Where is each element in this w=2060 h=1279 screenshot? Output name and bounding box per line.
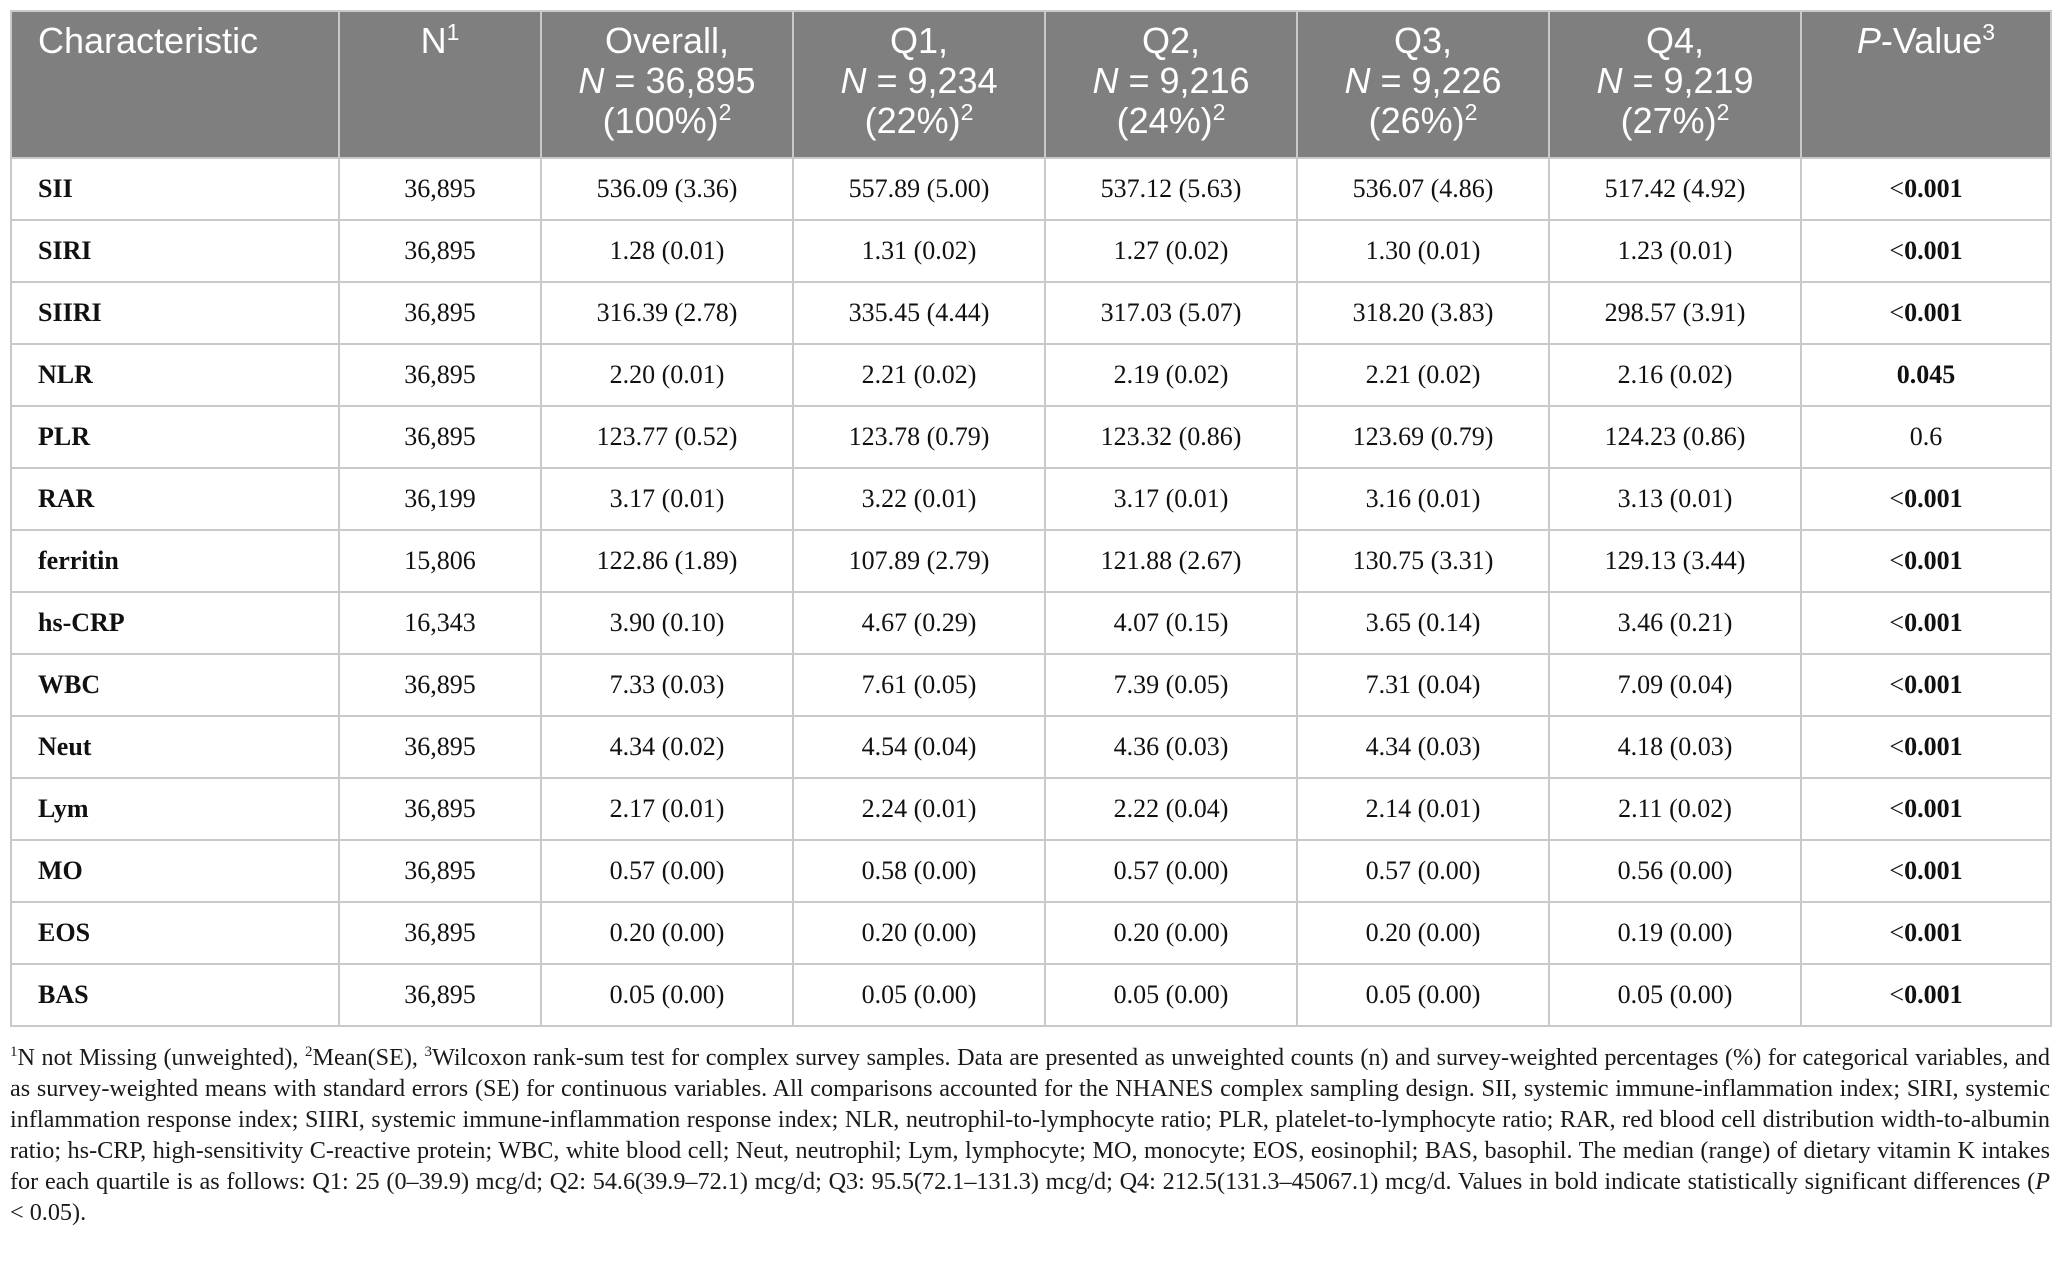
cell-overall: 316.39 (2.78) <box>541 282 793 344</box>
header-col-sup: 2 <box>718 99 732 125</box>
footnote-2: Mean(SE), <box>312 1044 425 1071</box>
cell-pvalue <box>1801 468 2051 530</box>
header-q1 <box>793 11 1045 158</box>
cell-q1: 2.21 (0.02) <box>793 344 1045 406</box>
cell-q4: 7.09 (0.04) <box>1549 654 1801 716</box>
pvalue-number: 0.001 <box>1904 298 1963 327</box>
cell-n: 36,895 <box>339 282 541 344</box>
header-col-n-value: = 9,219 <box>1622 60 1754 101</box>
cell-q4: 129.13 (3.44) <box>1549 530 1801 592</box>
footnote-p-italic: P <box>2035 1168 2050 1195</box>
header-col-sup: 2 <box>1464 99 1478 125</box>
table-container <box>10 10 2050 1027</box>
cell-q2: 4.07 (0.15) <box>1045 592 1297 654</box>
header-characteristic <box>11 11 339 158</box>
cell-n: 36,895 <box>339 344 541 406</box>
table-row <box>11 778 2051 840</box>
header-pvalue-p: P <box>1856 20 1881 61</box>
header-col-pct: (27%) <box>1620 100 1717 141</box>
cell-q1: 7.61 (0.05) <box>793 654 1045 716</box>
cell-n: 36,895 <box>339 406 541 468</box>
pvalue-prefix: < <box>1889 918 1905 947</box>
table-footnote <box>10 1042 2050 1228</box>
footnote-1: N not Missing (unweighted), <box>17 1044 306 1071</box>
row-label: PLR <box>11 406 339 468</box>
cell-q4: 2.11 (0.02) <box>1549 778 1801 840</box>
pvalue-number: 0.001 <box>1904 484 1963 513</box>
row-label: hs-CRP <box>11 592 339 654</box>
header-col-n-label: N <box>1596 60 1623 101</box>
header-col-name: Q4, <box>1645 20 1705 61</box>
cell-q1: 4.67 (0.29) <box>793 592 1045 654</box>
table-row <box>11 716 2051 778</box>
cell-overall: 123.77 (0.52) <box>541 406 793 468</box>
row-label: SIIRI <box>11 282 339 344</box>
header-col-sup: 2 <box>960 99 974 125</box>
footnote-body: Wilcoxon rank-sum test for complex survey samples. Data are presented as unweighted counts (n) and survey-weighted percentages (%) for categorical variables, and as survey-weighted means with standard errors (SE) for continuous variables. All comparisons accounted for the NHANES complex sampling design. SII, systemic immune-inflammation index; SIRI, systemic inflammation response index; SIIRI, systemic immune-inflammation response index; NLR, neutrophil-to-lymphocyte ratio; PLR, platelet-to-lymphocyte ratio; RAR, red blood cell distribution width-to-albumin ratio; hs-CRP, high-sensitivity C-reactive protein; WBC, white blood cell; Neut, neutrophil; Lym, lymphocyte; MO, monocyte; EOS, eosinophil; BAS, basophil. The median (range) of dietary vitamin K intakes for each quartile is as follows: Q1: 25 (0–39.9) mcg/d; Q2: 54.6(39.9–72.1) mcg/d; Q3: 95.5(72.1–131.3) mcg/d; Q4: 212.5(131.3–45067.1) mcg/d. Values in bold indicate statistically significant differences ( <box>10 1044 2050 1195</box>
pvalue-number: 0.001 <box>1904 794 1963 823</box>
header-col-n-value: = 9,234 <box>866 60 998 101</box>
footnote-sup-1: 1 <box>10 1043 18 1060</box>
row-label: BAS <box>11 964 339 1026</box>
cell-overall: 3.17 (0.01) <box>541 468 793 530</box>
results-table <box>10 10 2052 1027</box>
pvalue-number: 0.001 <box>1904 174 1963 203</box>
cell-n: 36,895 <box>339 964 541 1026</box>
cell-overall: 122.86 (1.89) <box>541 530 793 592</box>
row-label: SII <box>11 158 339 220</box>
cell-q2: 4.36 (0.03) <box>1045 716 1297 778</box>
cell-q3: 0.05 (0.00) <box>1297 964 1549 1026</box>
table-row <box>11 902 2051 964</box>
cell-overall: 4.34 (0.02) <box>541 716 793 778</box>
header-q3 <box>1297 11 1549 158</box>
cell-n: 36,199 <box>339 468 541 530</box>
header-characteristic-text: Characteristic <box>38 20 259 61</box>
pvalue-prefix: < <box>1889 546 1905 575</box>
cell-n: 36,895 <box>339 840 541 902</box>
pvalue-prefix: < <box>1889 484 1905 513</box>
cell-pvalue <box>1801 282 2051 344</box>
cell-q2: 7.39 (0.05) <box>1045 654 1297 716</box>
cell-q1: 0.05 (0.00) <box>793 964 1045 1026</box>
cell-q4: 3.46 (0.21) <box>1549 592 1801 654</box>
pvalue-number: 0.001 <box>1904 732 1963 761</box>
pvalue-prefix: < <box>1889 794 1905 823</box>
cell-q1: 4.54 (0.04) <box>793 716 1045 778</box>
cell-q2: 2.22 (0.04) <box>1045 778 1297 840</box>
cell-n: 15,806 <box>339 530 541 592</box>
cell-q1: 1.31 (0.02) <box>793 220 1045 282</box>
cell-q4: 0.19 (0.00) <box>1549 902 1801 964</box>
cell-q4: 517.42 (4.92) <box>1549 158 1801 220</box>
cell-pvalue <box>1801 716 2051 778</box>
cell-q1: 335.45 (4.44) <box>793 282 1045 344</box>
header-overall <box>541 11 793 158</box>
cell-q3: 0.57 (0.00) <box>1297 840 1549 902</box>
pvalue-prefix: < <box>1889 608 1905 637</box>
row-label: ferritin <box>11 530 339 592</box>
cell-q4: 3.13 (0.01) <box>1549 468 1801 530</box>
header-pvalue-sup: 3 <box>1982 19 1996 45</box>
cell-overall: 2.20 (0.01) <box>541 344 793 406</box>
header-pvalue <box>1801 11 2051 158</box>
cell-q2: 1.27 (0.02) <box>1045 220 1297 282</box>
header-col-pct: (26%) <box>1368 100 1465 141</box>
cell-q2: 0.05 (0.00) <box>1045 964 1297 1026</box>
footnote-tail: < 0.05). <box>10 1199 87 1226</box>
header-col-n-value: = 9,216 <box>1118 60 1250 101</box>
cell-q2: 3.17 (0.01) <box>1045 468 1297 530</box>
header-col-pct: (100%) <box>602 100 719 141</box>
pvalue-prefix: < <box>1889 174 1905 203</box>
cell-q4: 2.16 (0.02) <box>1549 344 1801 406</box>
header-col-n-value: = 36,895 <box>604 60 756 101</box>
pvalue-prefix: < <box>1889 856 1905 885</box>
table-row <box>11 220 2051 282</box>
cell-q2: 537.12 (5.63) <box>1045 158 1297 220</box>
cell-q3: 3.16 (0.01) <box>1297 468 1549 530</box>
pvalue-number: 0.6 <box>1909 422 1943 451</box>
header-col-name: Q1, <box>889 20 949 61</box>
header-col-n-value: = 9,226 <box>1370 60 1502 101</box>
cell-q4: 0.05 (0.00) <box>1549 964 1801 1026</box>
cell-overall: 0.20 (0.00) <box>541 902 793 964</box>
cell-pvalue <box>1801 902 2051 964</box>
cell-q2: 123.32 (0.86) <box>1045 406 1297 468</box>
pvalue-number: 0.001 <box>1904 670 1963 699</box>
row-label: MO <box>11 840 339 902</box>
table-row <box>11 158 2051 220</box>
header-col-sup: 2 <box>1716 99 1730 125</box>
cell-n: 36,895 <box>339 220 541 282</box>
cell-n: 36,895 <box>339 158 541 220</box>
table-row <box>11 530 2051 592</box>
cell-q3: 0.20 (0.00) <box>1297 902 1549 964</box>
table-row <box>11 592 2051 654</box>
row-label: NLR <box>11 344 339 406</box>
cell-n: 36,895 <box>339 778 541 840</box>
cell-pvalue <box>1801 344 2051 406</box>
table-row <box>11 282 2051 344</box>
cell-overall: 536.09 (3.36) <box>541 158 793 220</box>
cell-q4: 124.23 (0.86) <box>1549 406 1801 468</box>
cell-overall: 3.90 (0.10) <box>541 592 793 654</box>
cell-q2: 0.20 (0.00) <box>1045 902 1297 964</box>
header-q4 <box>1549 11 1801 158</box>
header-col-n-label: N <box>578 60 605 101</box>
footnote-sup-3: 3 <box>424 1043 433 1060</box>
cell-q3: 318.20 (3.83) <box>1297 282 1549 344</box>
cell-overall: 0.05 (0.00) <box>541 964 793 1026</box>
header-n-sup: 1 <box>446 19 460 45</box>
row-label: WBC <box>11 654 339 716</box>
pvalue-prefix: < <box>1889 732 1905 761</box>
cell-q3: 1.30 (0.01) <box>1297 220 1549 282</box>
cell-overall: 2.17 (0.01) <box>541 778 793 840</box>
cell-q1: 557.89 (5.00) <box>793 158 1045 220</box>
cell-q1: 0.58 (0.00) <box>793 840 1045 902</box>
cell-overall: 7.33 (0.03) <box>541 654 793 716</box>
cell-q1: 2.24 (0.01) <box>793 778 1045 840</box>
header-col-n-label: N <box>840 60 867 101</box>
cell-q2: 0.57 (0.00) <box>1045 840 1297 902</box>
header-n <box>339 11 541 158</box>
cell-q2: 121.88 (2.67) <box>1045 530 1297 592</box>
header-col-n-label: N <box>1092 60 1119 101</box>
cell-n: 36,895 <box>339 902 541 964</box>
cell-overall: 1.28 (0.01) <box>541 220 793 282</box>
table-row <box>11 840 2051 902</box>
table-row <box>11 964 2051 1026</box>
table-body <box>11 158 2051 1026</box>
cell-pvalue <box>1801 964 2051 1026</box>
cell-overall: 0.57 (0.00) <box>541 840 793 902</box>
header-col-pct: (24%) <box>1116 100 1213 141</box>
cell-pvalue <box>1801 158 2051 220</box>
cell-pvalue <box>1801 778 2051 840</box>
cell-n: 36,895 <box>339 654 541 716</box>
cell-q3: 130.75 (3.31) <box>1297 530 1549 592</box>
table-row <box>11 406 2051 468</box>
cell-pvalue <box>1801 840 2051 902</box>
pvalue-prefix: < <box>1889 236 1905 265</box>
cell-pvalue <box>1801 654 2051 716</box>
row-label: EOS <box>11 902 339 964</box>
cell-n: 16,343 <box>339 592 541 654</box>
header-q2 <box>1045 11 1297 158</box>
pvalue-prefix: < <box>1889 298 1905 327</box>
cell-q3: 2.21 (0.02) <box>1297 344 1549 406</box>
header-n-text: N <box>420 20 447 61</box>
cell-q1: 107.89 (2.79) <box>793 530 1045 592</box>
header-col-name: Q3, <box>1393 20 1453 61</box>
cell-pvalue <box>1801 220 2051 282</box>
cell-q3: 2.14 (0.01) <box>1297 778 1549 840</box>
cell-n: 36,895 <box>339 716 541 778</box>
cell-pvalue <box>1801 406 2051 468</box>
cell-q3: 3.65 (0.14) <box>1297 592 1549 654</box>
pvalue-number: 0.001 <box>1904 918 1963 947</box>
cell-q1: 123.78 (0.79) <box>793 406 1045 468</box>
table-row <box>11 344 2051 406</box>
cell-q4: 4.18 (0.03) <box>1549 716 1801 778</box>
cell-q1: 3.22 (0.01) <box>793 468 1045 530</box>
cell-q3: 7.31 (0.04) <box>1297 654 1549 716</box>
cell-q3: 123.69 (0.79) <box>1297 406 1549 468</box>
pvalue-number: 0.001 <box>1904 546 1963 575</box>
cell-q4: 298.57 (3.91) <box>1549 282 1801 344</box>
footnote-sup-2: 2 <box>305 1043 313 1060</box>
table-row <box>11 654 2051 716</box>
row-label: RAR <box>11 468 339 530</box>
cell-q3: 4.34 (0.03) <box>1297 716 1549 778</box>
cell-pvalue <box>1801 592 2051 654</box>
pvalue-number: 0.001 <box>1904 856 1963 885</box>
row-label: SIRI <box>11 220 339 282</box>
pvalue-number: 0.001 <box>1904 980 1963 1009</box>
header-col-n-label: N <box>1344 60 1371 101</box>
cell-q2: 2.19 (0.02) <box>1045 344 1297 406</box>
cell-q3: 536.07 (4.86) <box>1297 158 1549 220</box>
header-col-pct: (22%) <box>864 100 961 141</box>
pvalue-number: 0.045 <box>1896 360 1956 389</box>
header-pvalue-rest: -Value <box>1880 20 1983 61</box>
cell-pvalue <box>1801 530 2051 592</box>
cell-q1: 0.20 (0.00) <box>793 902 1045 964</box>
pvalue-number: 0.001 <box>1904 608 1963 637</box>
cell-q2: 317.03 (5.07) <box>1045 282 1297 344</box>
header-col-sup: 2 <box>1212 99 1226 125</box>
pvalue-number: 0.001 <box>1904 236 1963 265</box>
header-row <box>11 11 2051 158</box>
cell-q4: 0.56 (0.00) <box>1549 840 1801 902</box>
table-row <box>11 468 2051 530</box>
cell-q4: 1.23 (0.01) <box>1549 220 1801 282</box>
pvalue-prefix: < <box>1889 670 1905 699</box>
row-label: Neut <box>11 716 339 778</box>
header-col-name: Q2, <box>1141 20 1201 61</box>
header-col-name: Overall, <box>604 20 730 61</box>
pvalue-prefix: < <box>1889 980 1905 1009</box>
row-label: Lym <box>11 778 339 840</box>
